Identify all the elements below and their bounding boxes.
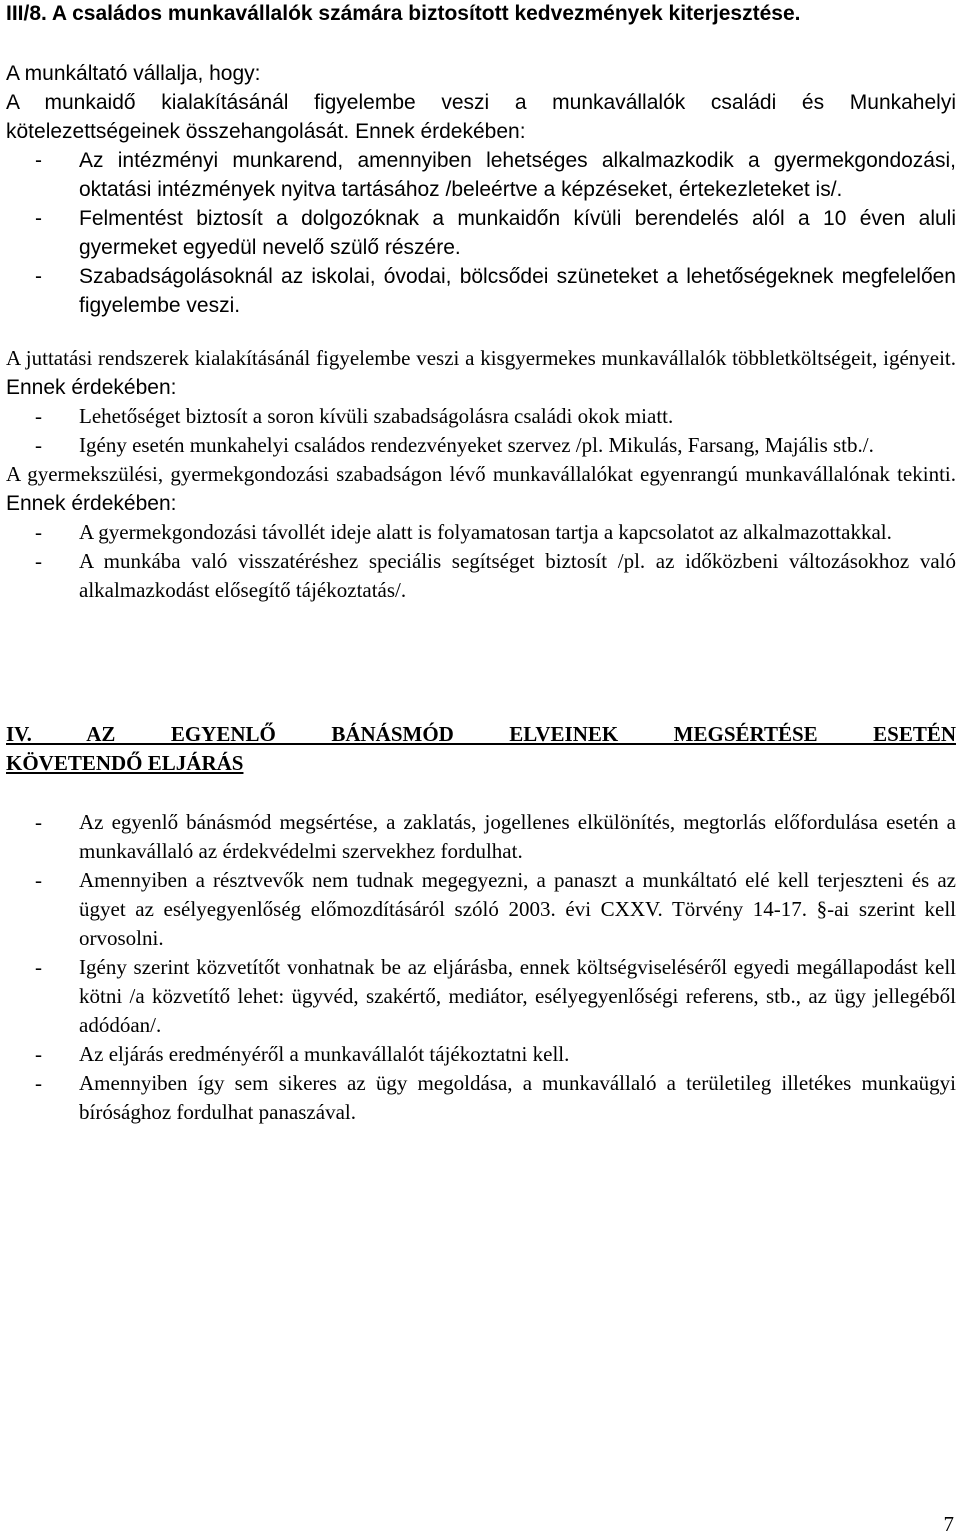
paragraph bbox=[6, 460, 956, 518]
employer-commitments-section bbox=[6, 59, 956, 320]
list-item bbox=[6, 953, 956, 1040]
list-item bbox=[6, 204, 956, 262]
list-item bbox=[6, 808, 956, 866]
list-item-text: Lehetőséget biztosít a soron kívüli szabadságolásra családi okok miatt. bbox=[79, 404, 674, 428]
dash-marker: - bbox=[35, 868, 42, 892]
section-iv-title bbox=[6, 720, 956, 778]
page-number: 7 bbox=[943, 1512, 954, 1536]
section-title-line: KÖVETENDŐ ELJÁRÁS bbox=[6, 751, 244, 775]
dash-marker: - bbox=[35, 549, 42, 573]
dash-marker: - bbox=[35, 149, 42, 172]
list-item-text: Igény esetén munkahelyi családos rendezvényeket szervez /pl. Mikulás, Farsang, Majális stb./. bbox=[79, 433, 874, 457]
dash-marker: - bbox=[35, 433, 42, 457]
paragraph-text: Ennek érdekében: bbox=[6, 492, 177, 515]
list-item bbox=[6, 518, 956, 547]
section-title-line: IV. AZ EGYENLŐ BÁNÁSMÓD ELVEINEK MEGSÉRTÉSE ESETÉN bbox=[6, 722, 956, 746]
benefits-section bbox=[6, 344, 956, 605]
dash-marker: - bbox=[35, 810, 42, 834]
dash-marker: - bbox=[35, 207, 42, 230]
list-item-text: A gyermekgondozási távollét ideje alatt is folyamatosan tartja a kapcsolatot az alkalmazottakkal. bbox=[79, 520, 892, 544]
list-item bbox=[6, 431, 956, 460]
list-item-text: Szabadságolásoknál az iskolai, óvodai, bölcsődei szüneteket a lehetőségeknek megfelelően figyelembe veszi. bbox=[79, 265, 956, 317]
paragraph-line: kötelezettségeinek összehangolását. Ennek érdekében: bbox=[6, 120, 526, 143]
list-item-text: Az egyenlő bánásmód megsértése, a zaklatás, jogellenes elkülönítés, megtorlás előfordulása esetén a munkavállaló az érdekvédelmi szervekhez fordulhat. bbox=[79, 810, 956, 863]
list-item bbox=[6, 866, 956, 953]
list-item-text: Az intézményi munkarend, amennyiben lehetséges alkalmazkodik a gyermekgondozási, oktatási intézmények nyitva tartásához /beleértve a képzéseket, értekezleteket is/. bbox=[79, 149, 956, 201]
paragraph-line: A munkaidő kialakításánál figyelembe veszi a munkavállalók családi és Munkahelyi bbox=[6, 91, 956, 114]
list-item bbox=[6, 1040, 956, 1069]
dash-marker: - bbox=[35, 520, 42, 544]
list-item bbox=[6, 1069, 956, 1127]
section-heading: III/8. A családos munkavállalók számára biztosított kedvezmények kiterjesztése. bbox=[6, 2, 801, 25]
list-item-text: Az eljárás eredményéről a munkavállalót tájékoztatni kell. bbox=[79, 1042, 570, 1066]
list-item-text: Amennyiben így sem sikeres az ügy megoldása, a munkavállaló a területileg illetékes munkaügyi bírósághoz fordulhat panaszával. bbox=[79, 1071, 956, 1124]
dash-marker: - bbox=[35, 1042, 42, 1066]
intro-line: A munkáltató vállalja, hogy: bbox=[6, 62, 261, 85]
list-item bbox=[6, 402, 956, 431]
list-item-text: Amennyiben a résztvevők nem tudnak megegyezni, a panaszt a munkáltató elé kell terjeszteni és az ügyet az esélyegyenlőség előmozdításáról szóló 2003. évi CXXV. Törvény 14-17. §-ai szerint kell orvosolni. bbox=[79, 868, 956, 950]
list-item-text: Igény szerint közvetítőt vonhatnak be az eljárásba, ennek költségviseléséről egyedi megállapodást kell kötni /a közvetítő lehet: ügyvéd, szakértő, mediátor, esélyegyenlőségi referens, stb., az ügy jellegéből adódóan/. bbox=[79, 955, 956, 1037]
dash-marker: - bbox=[35, 955, 42, 979]
procedure-section bbox=[6, 808, 956, 1127]
paragraph-text: A gyermekszülési, gyermekgondozási szabadságon lévő munkavállalókat egyenrangú munkavállalónak tekinti. bbox=[6, 462, 956, 486]
dash-marker: - bbox=[35, 265, 42, 288]
list-item bbox=[6, 547, 956, 605]
paragraph bbox=[6, 344, 956, 402]
paragraph-text: A juttatási rendszerek kialakításánál figyelembe veszi a kisgyermekes munkavállalók többletköltségeit, igényeit. bbox=[6, 346, 956, 370]
list-item-text: A munkába való visszatéréshez speciális segítséget biztosít /pl. az időközbeni változásokhoz való alkalmazkodást elősegítő tájékoztatás/. bbox=[79, 549, 956, 602]
list-item bbox=[6, 146, 956, 204]
list-item-text: Felmentést biztosít a dolgozóknak a munkaidőn kívüli berendelés alól a 10 éven aluli gyermeket egyedül nevelő szülő részére. bbox=[79, 207, 956, 259]
paragraph-text: Ennek érdekében: bbox=[6, 376, 177, 399]
dash-marker: - bbox=[35, 404, 42, 428]
dash-marker: - bbox=[35, 1071, 42, 1095]
list-item bbox=[6, 262, 956, 320]
